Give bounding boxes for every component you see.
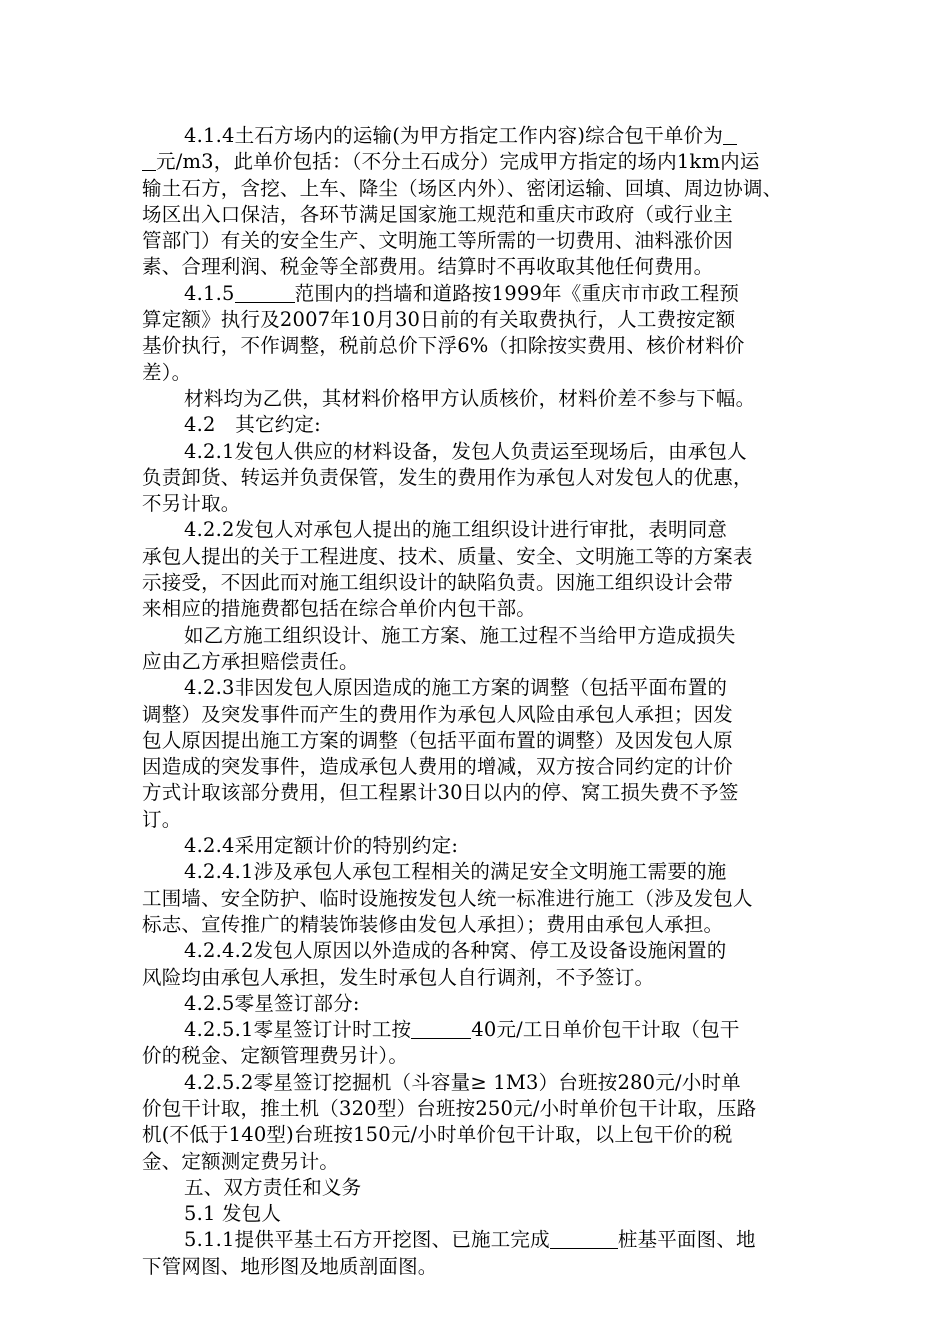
text-line — [142, 649, 810, 675]
text-line — [142, 1043, 810, 1069]
text-line — [142, 360, 810, 386]
line-text: 调整）及突发事件而产生的费用作为承包人风险由承包人承担；因发 — [142, 702, 734, 726]
line-text-continued: 范围内的挡墙和道路按1999年《重庆市市政工程预 — [294, 281, 740, 305]
text-line — [142, 517, 810, 543]
line-text: 输土石方，含挖、上车、降尘（场区内外）、密闭运输、回填、周边协调、 — [142, 176, 783, 200]
line-text: 材料均为乙供，其材料价格甲方认质核价，材料价差不参与下幅。 — [184, 386, 756, 410]
text-line — [142, 544, 810, 570]
text-line — [142, 754, 810, 780]
line-text: 4.2.4.2发包人原因以外造成的各种窝、停工及设备设施闲置的 — [184, 939, 727, 963]
line-text: 五、双方责任和义务 — [184, 1175, 362, 1199]
line-text: 负责卸货、转运并负责保管，发生的费用作为承包人对发包人的优惠， — [142, 465, 753, 489]
line-text: 来相应的措施费都包括在综合单价内包干部。 — [142, 597, 537, 621]
text-line — [142, 1227, 810, 1253]
line-text: 4.2.5.1零星签订计时工按 — [184, 1018, 412, 1042]
text-line — [142, 596, 810, 622]
line-text: 算定额》执行及2007年10月30日前的有关取费执行，人工费按定额 — [142, 308, 736, 332]
line-text: 4.2.3非因发包人原因造成的施工方案的调整（包括平面布置的 — [184, 676, 728, 700]
fill-in-blank — [550, 1228, 618, 1249]
line-text: 标志、宣传推广的精装饰装修由发包人承担）；费用由承包人承担。 — [142, 912, 724, 936]
text-line — [142, 1122, 810, 1148]
line-text: 不另计取。 — [142, 492, 241, 516]
text-line — [142, 965, 810, 991]
line-text: 4.2.4采用定额计价的特别约定: — [184, 834, 459, 858]
text-line — [142, 307, 810, 333]
text-line — [142, 675, 810, 701]
line-text: 4.2.1发包人供应的材料设备，发包人负责运至现场后，由承包人 — [184, 439, 747, 463]
fill-in-blank — [142, 150, 156, 171]
line-text: 4.2.4.1涉及承包人承包工程相关的满足安全文明施工需要的施 — [184, 860, 727, 884]
text-line — [142, 1096, 810, 1122]
line-text: 管部门）有关的安全生产、文明施工等所需的一切费用、油料涨价因 — [142, 229, 734, 253]
text-line — [142, 1201, 810, 1227]
line-text: 5.1.1提供平基土石方开挖图、已施工完成 — [184, 1228, 550, 1252]
text-line — [142, 439, 810, 465]
text-line — [142, 1017, 810, 1043]
line-text: 风险均由承包人承担，发生时承包人自行调剂，不予签订。 — [142, 965, 655, 989]
line-text-continued: 桩基平面图、地 — [617, 1228, 756, 1252]
line-text: 机(不低于140型)台班按150元/小时单价包干计取，以上包干价的税 — [142, 1123, 733, 1147]
text-line — [142, 570, 810, 596]
line-text: 包人原因提出施工方案的调整（包括平面布置的调整）及因发包人原 — [142, 728, 734, 752]
text-line — [142, 386, 810, 412]
line-text: 示接受，不因此而对施工组织设计的缺陷负责。因施工组织设计会带 — [142, 571, 734, 595]
text-line — [142, 859, 810, 885]
line-text: 如乙方施工组织设计、施工方案、施工过程不当给甲方造成损失 — [184, 623, 736, 647]
line-text: 价的税金、定额管理费另计）。 — [142, 1044, 409, 1068]
text-line — [142, 202, 810, 228]
text-line — [142, 333, 810, 359]
text-line — [142, 465, 810, 491]
line-text: 4.2.5零星签订部分: — [184, 991, 360, 1015]
text-line — [142, 912, 810, 938]
text-line — [142, 1254, 810, 1280]
line-text: 金、定额测定费另计。 — [142, 1149, 340, 1173]
text-line — [142, 623, 810, 649]
text-line — [142, 728, 810, 754]
text-line — [142, 254, 810, 280]
line-text: 场区出入口保洁，各环节满足国家施工规范和重庆市政府（或行业主 — [142, 202, 734, 226]
line-text: 4.2.2发包人对承包人提出的施工组织设计进行审批，表明同意 — [184, 518, 728, 542]
text-line — [142, 176, 810, 202]
line-text: 基价执行，不作调整，税前总价下浮6%（扣除按实费用、核价材料价 — [142, 334, 745, 358]
text-line — [142, 491, 810, 517]
line-text: 承包人提出的关于工程进度、技术、质量、安全、文明施工等的方案表 — [142, 544, 753, 568]
line-text: 差）。 — [142, 360, 192, 384]
text-line — [142, 702, 810, 728]
line-text: 4.2 其它约定: — [184, 413, 321, 437]
line-text: 工围墙、安全防护、临时设施按发包人统一标准进行施工（涉及发包人 — [142, 886, 753, 910]
text-line — [142, 780, 810, 806]
line-text: 价包干计取，推土机（320型）台班按250元/小时单价包干计取，压路 — [142, 1096, 757, 1120]
text-line — [142, 228, 810, 254]
line-text: 方式计取该部分费用，但工程累计30日以内的停、窝工损失费不予签 — [142, 781, 739, 805]
line-text: 订。 — [142, 807, 182, 831]
text-line — [142, 807, 810, 833]
document-body — [142, 123, 810, 1280]
text-line — [142, 1149, 810, 1175]
text-line — [142, 1070, 810, 1096]
line-text: 4.1.4土石方场内的运输(为甲方指定工作内容)综合包干单价为 — [184, 124, 724, 147]
text-line — [142, 1175, 810, 1201]
line-text: 4.2.5.2零星签订挖掘机（斗容量≥ 1M3）台班按280元/小时单 — [184, 1070, 741, 1094]
text-line — [142, 833, 810, 859]
line-text: 因造成的突发事件，造成承包人费用的增减，双方按合同约定的计价 — [142, 755, 734, 779]
text-line — [142, 991, 810, 1017]
line-text: 5.1 发包人 — [184, 1202, 282, 1226]
text-line — [142, 123, 810, 149]
fill-in-blank — [411, 1018, 471, 1039]
line-text: 应由乙方承担赔偿责任。 — [142, 649, 359, 673]
text-line — [142, 281, 810, 307]
text-line — [142, 412, 810, 438]
line-text: 4.1.5 — [184, 281, 235, 305]
line-text-continued: 40元/工日单价包干计取（包干 — [471, 1018, 740, 1042]
line-text: 素、合理利润、税金等全部费用。结算时不再收取其他任何费用。 — [142, 255, 714, 279]
line-text: 下管网图、地形图及地质剖面图。 — [142, 1254, 438, 1278]
text-line — [142, 886, 810, 912]
text-line — [142, 149, 810, 175]
line-text: 元/m3，此单价包括：（不分土石成分）完成甲方指定的场内1km内运 — [156, 150, 760, 174]
text-line — [142, 938, 810, 964]
fill-in-blank — [723, 124, 737, 145]
fill-in-blank — [235, 282, 295, 303]
